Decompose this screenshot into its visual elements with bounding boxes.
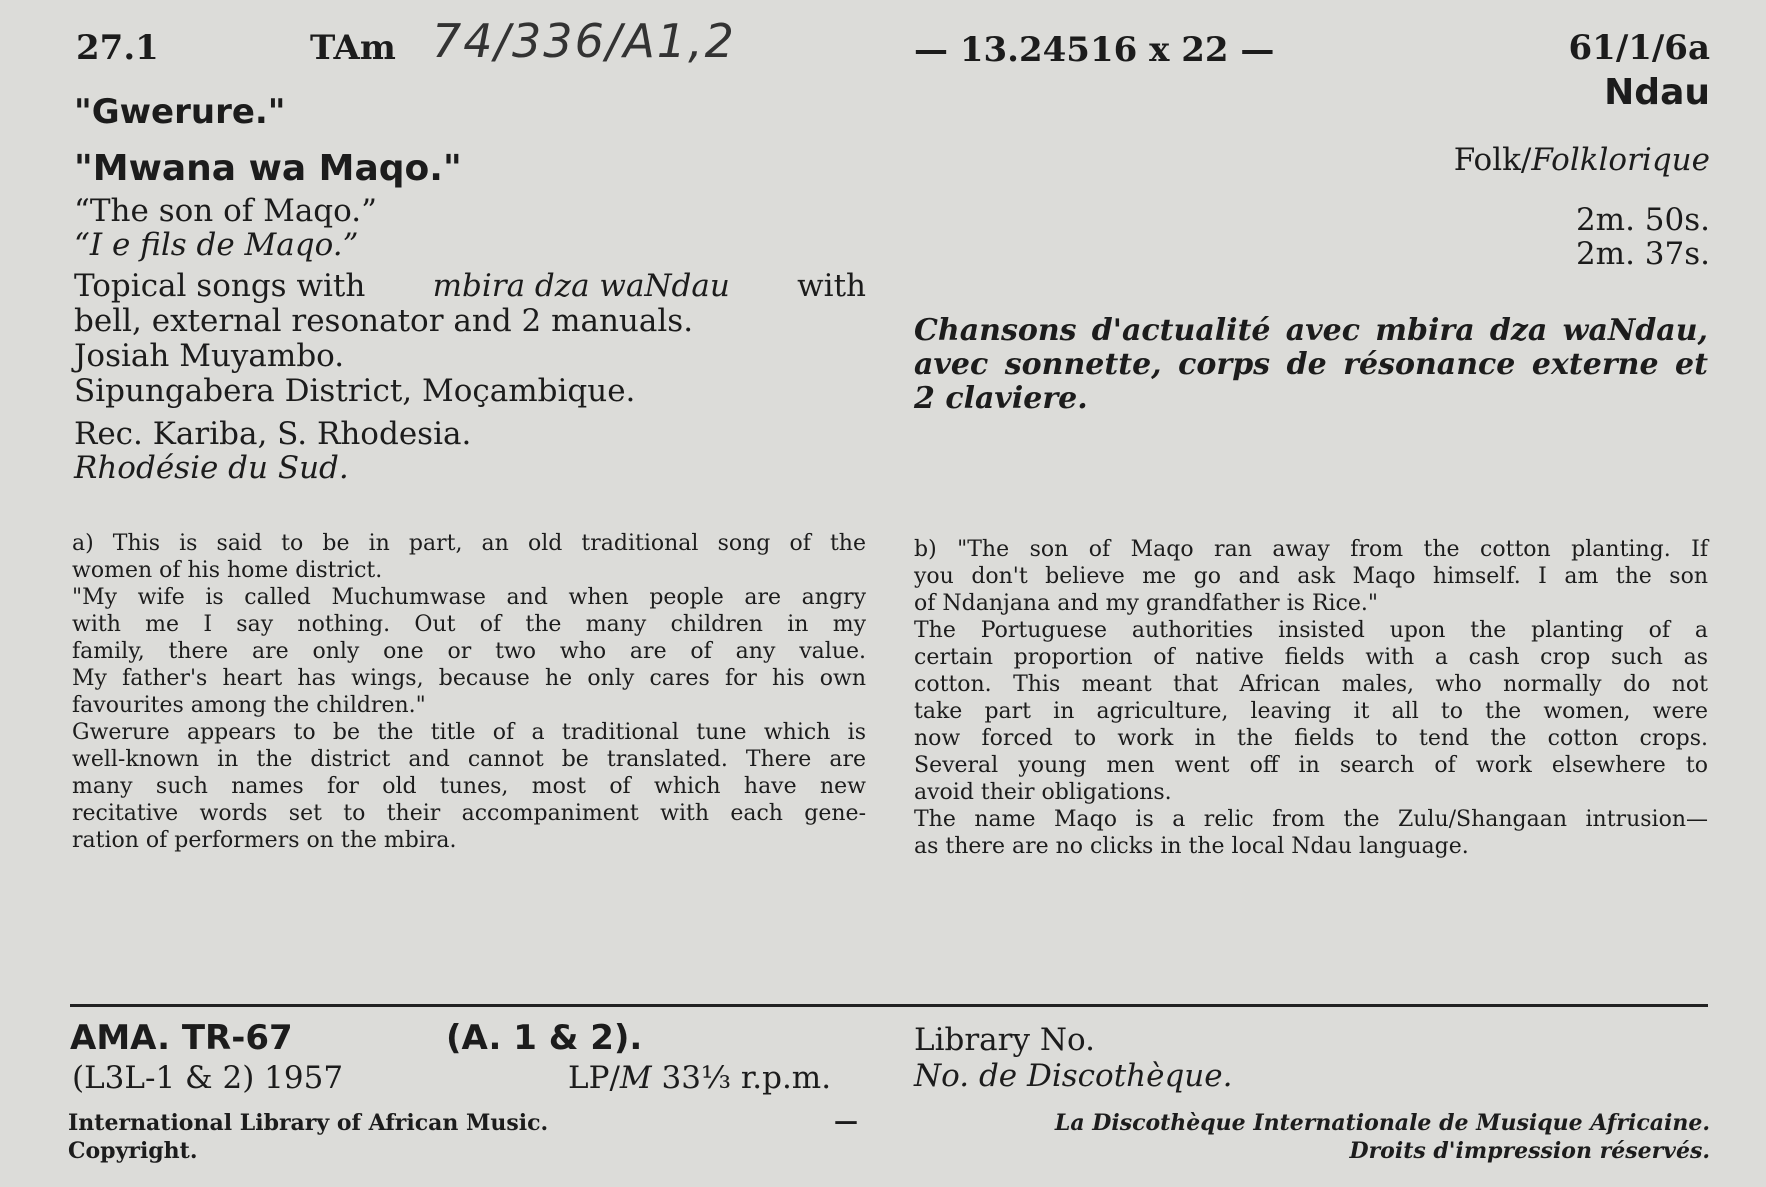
description-text: with xyxy=(797,268,866,304)
format-lp: LP/ xyxy=(568,1060,620,1096)
title-secondary: "Mwana wa Maqo." xyxy=(74,148,462,189)
matrix-year: (L3L-1 & 2) 1957 xyxy=(72,1060,344,1096)
notes-a xyxy=(72,530,866,854)
note-line: well-known in the district and cannot be translated. There are xyxy=(72,747,866,772)
org-name-french: La Discothèque Internationale de Musique Africaine. xyxy=(1054,1110,1710,1136)
note-line: of Ndanjana and my grandfather is Rice." xyxy=(914,591,1378,616)
matrix-number: — 13.24516 x 22 — xyxy=(914,30,1275,70)
note-line: take part in agriculture, leaving it all to the women, were xyxy=(914,699,1708,724)
note-line: now forced to work in the fields to tend the cotton crops. xyxy=(914,726,1708,751)
record-format xyxy=(568,1060,831,1096)
copyright-english: Copyright. xyxy=(68,1138,198,1164)
description-line-1 xyxy=(74,268,866,304)
recording-location-french: Rhodésie du Sud. xyxy=(74,450,349,486)
note-line: "My wife is called Muchumwase and when people are angry xyxy=(72,585,866,610)
note-line: family, there are only one or two who are of any value. xyxy=(72,639,866,664)
note-line: cotton. This meant that African males, who normally do not xyxy=(914,672,1708,697)
note-line: ration of performers on the mbira. xyxy=(72,828,457,853)
note-line: women of his home district. xyxy=(72,558,383,583)
performer: Josiah Muyambo. xyxy=(74,338,345,374)
library-number-label: Library No. xyxy=(914,1022,1095,1058)
description-text: Topical songs with xyxy=(74,268,366,304)
footer-dash: — xyxy=(834,1106,858,1135)
album-side: (A. 1 & 2). xyxy=(446,1018,643,1058)
duration-1: 2m. 50s. xyxy=(1575,202,1710,238)
note-line: certain proportion of native fields with a cash crop such as xyxy=(914,645,1708,670)
french-description-line: 2 claviere. xyxy=(914,381,1088,416)
note-line: favourites among the children." xyxy=(72,693,426,718)
note-line: The name Maqo is a relic from the Zulu/Shangaan intrusion— xyxy=(914,807,1708,832)
district: Sipungabera District, Moçambique. xyxy=(74,373,636,409)
library-number-label-french: No. de Discothèque. xyxy=(914,1058,1233,1094)
note-line: My father's heart has wings, because he only cares for his own xyxy=(72,666,866,691)
album-label: AMA. TR-67 xyxy=(70,1018,293,1058)
genre-french: Folklorique xyxy=(1531,142,1710,178)
genre-english: Folk/ xyxy=(1453,142,1532,178)
recording-location: Rec. Kariba, S. Rhodesia. xyxy=(74,416,472,452)
catalog-number: 27.1 xyxy=(76,28,159,68)
note-line: as there are no clicks in the local Ndau language. xyxy=(914,834,1469,859)
note-line: The Portuguese authorities insisted upon the planting of a xyxy=(914,618,1708,643)
footer-divider xyxy=(70,1004,1708,1007)
french-description-line: avec sonnette, corps de résonance externe et xyxy=(914,347,1708,382)
french-description xyxy=(914,314,1708,416)
tam-label: TAm xyxy=(310,28,396,68)
note-line: b) "The son of Maqo ran away from the cotton planting. If xyxy=(914,537,1708,562)
note-line: recitative words set to their accompaniment with each gene- xyxy=(72,801,866,826)
handwritten-reference: 74/336/A1,2 xyxy=(432,14,736,68)
title-french: “I e fils de Maqo.” xyxy=(74,227,359,263)
note-line: Several young men went off in search of work elsewhere to xyxy=(914,753,1708,778)
french-description-line: Chansons d'actualité avec mbira dza waNdau, xyxy=(914,313,1708,348)
notes-b xyxy=(914,536,1708,860)
note-line: a) This is said to be in part, an old traditional song of the xyxy=(72,531,866,556)
ref-code: 61/1/6a xyxy=(1568,28,1710,68)
language: Ndau xyxy=(1604,72,1710,113)
note-line: avoid their obligations. xyxy=(914,780,1172,805)
description-line-2: bell, external resonator and 2 manuals. xyxy=(74,303,694,339)
genre xyxy=(1454,142,1710,178)
title-primary: "Gwerure." xyxy=(74,92,286,132)
instrument-name: mbira dza waNdau xyxy=(432,268,730,304)
title-english: “The son of Maqo.” xyxy=(74,193,377,229)
org-name-english: International Library of African Music. xyxy=(68,1110,549,1136)
note-line: Gwerure appears to be the title of a traditional tune which is xyxy=(72,720,866,745)
format-speed: 33⅓ r.p.m. xyxy=(661,1060,832,1096)
note-line: you don't believe me go and ask Maqo himself. I am the son xyxy=(914,564,1708,589)
format-m: M xyxy=(619,1060,652,1096)
duration-2: 2m. 37s. xyxy=(1575,236,1710,272)
copyright-french: Droits d'impression réservés. xyxy=(1349,1138,1710,1164)
note-line: with me I say nothing. Out of the many children in my xyxy=(72,612,866,637)
note-line: many such names for old tunes, most of which have new xyxy=(72,774,866,799)
